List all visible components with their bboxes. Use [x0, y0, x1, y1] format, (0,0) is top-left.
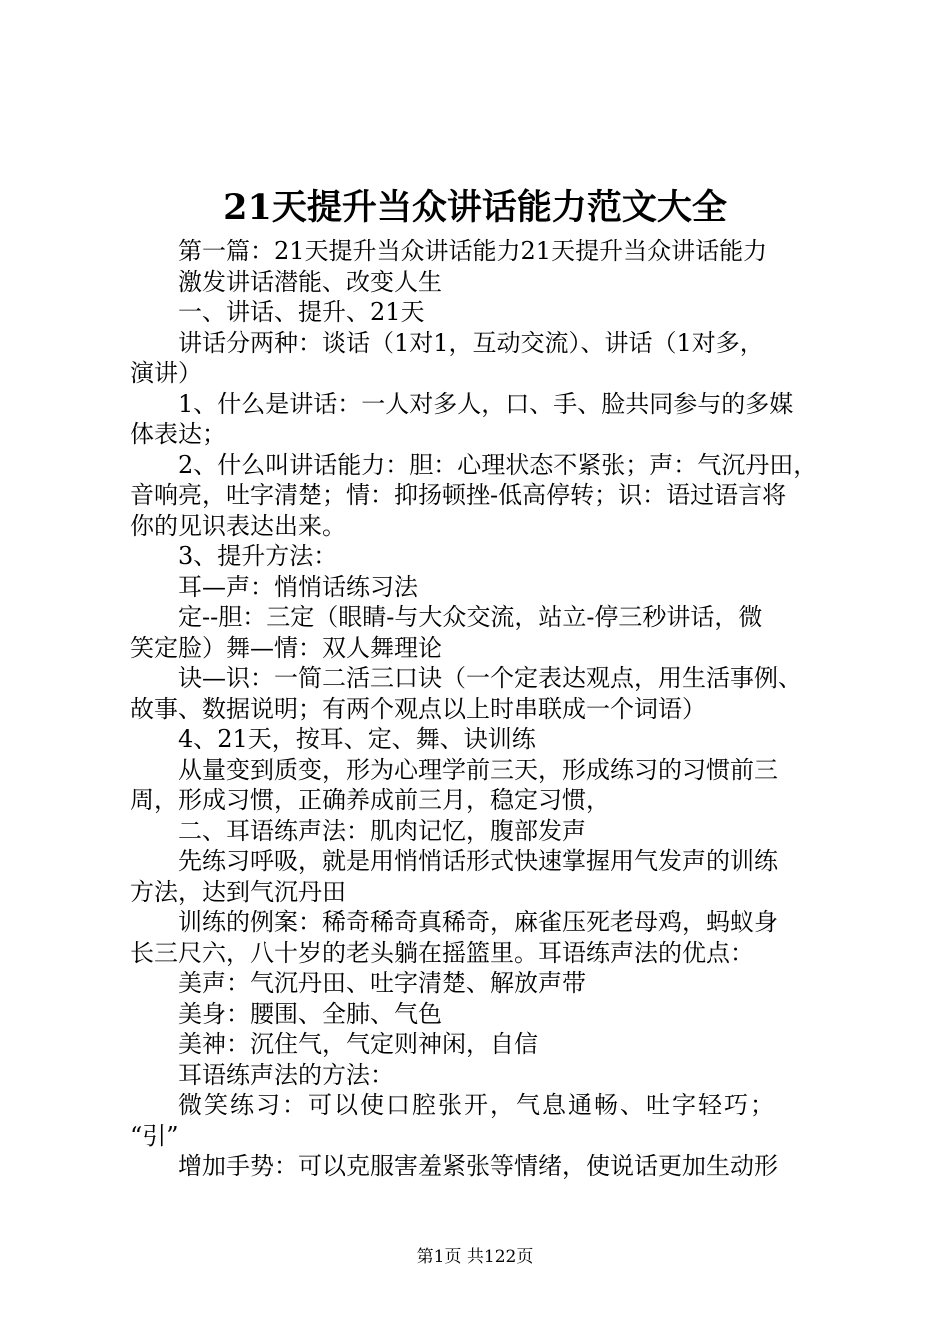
- text-line: 微笑练习：可以使口腔张开，气息通畅、吐字轻巧；: [178, 1091, 776, 1119]
- text-line: 先练习呼吸，就是用悄悄话形式快速掌握用气发声的训练: [178, 847, 778, 875]
- text-line: 方法，达到气沉丹田: [130, 877, 346, 906]
- text-line: 1、什么是讲话：一人对多人，口、手、脸共同参与的多媒: [178, 389, 794, 418]
- text-line: 二、耳语练声法：肌肉记忆，腹部发声: [178, 816, 586, 845]
- text-line: 周，形成习惯，正确养成前三月，稳定习惯，: [130, 786, 610, 814]
- text-line: 2、什么叫讲话能力：胆：心理状态不紧张；声：气沉丹田，: [178, 450, 818, 479]
- text-line: 4、21天，按耳、定、舞、诀训练: [178, 725, 536, 753]
- text-line: 你的见识表达出来。: [130, 511, 346, 540]
- document-title: 21天提升当众讲话能力范文大全: [223, 187, 727, 228]
- text-line: “引”: [130, 1121, 179, 1150]
- text-line: 增加手势：可以克服害羞紧张等情绪，使说话更加生动形: [178, 1152, 778, 1180]
- text-line: 3、提升方法：: [178, 542, 338, 570]
- text-line: 从量变到质变，形为心理学前三天，形成练习的习惯前三: [178, 755, 778, 784]
- text-line: 音响亮，吐字清楚；情：抑扬顿挫-低高停转；识：语过语言将: [130, 481, 787, 509]
- text-line: 演讲）: [130, 359, 202, 387]
- text-line: 一、讲话、提升、21天: [178, 298, 425, 326]
- text-line: 激发讲话潜能、改变人生: [178, 267, 442, 296]
- document-body: [130, 236, 830, 1182]
- text-line: 第一篇：21天提升当众讲话能力21天提升当众讲话能力: [178, 237, 768, 265]
- text-line: 耳语练声法的方法：: [178, 1060, 394, 1089]
- text-line: 训练的例案：稀奇稀奇真稀奇，麻雀压死老母鸡，蚂蚁身: [178, 908, 778, 936]
- text-line: 体表达；: [130, 420, 226, 448]
- text-line: 笑定脸）舞—情：双人舞理论: [130, 633, 442, 662]
- text-line: 耳—声：悄悄话练习法: [178, 572, 418, 601]
- text-line: 美身：腰围、全肺、气色: [178, 999, 442, 1028]
- text-line: 长三尺六，八十岁的老头躺在摇篮里。耳语练声法的优点：: [130, 938, 754, 967]
- text-line: 讲话分两种：谈话（1对1，互动交流）、讲话（1对多，: [178, 328, 764, 357]
- page-number-footer: 第1页 共122页: [416, 1247, 534, 1267]
- text-line: 美声：气沉丹田、吐字清楚、解放声带: [178, 969, 586, 997]
- text-line: 定--胆：三定（眼睛-与大众交流，站立-停三秒讲话，微: [178, 603, 763, 631]
- text-line: 美神：沉住气，气定则神闲，自信: [178, 1030, 538, 1058]
- text-line: 故事、数据说明；有两个观点以上时串联成一个词语）: [130, 694, 706, 723]
- text-line: 诀—识：一简二活三口诀（一个定表达观点，用生活事例、: [178, 664, 802, 692]
